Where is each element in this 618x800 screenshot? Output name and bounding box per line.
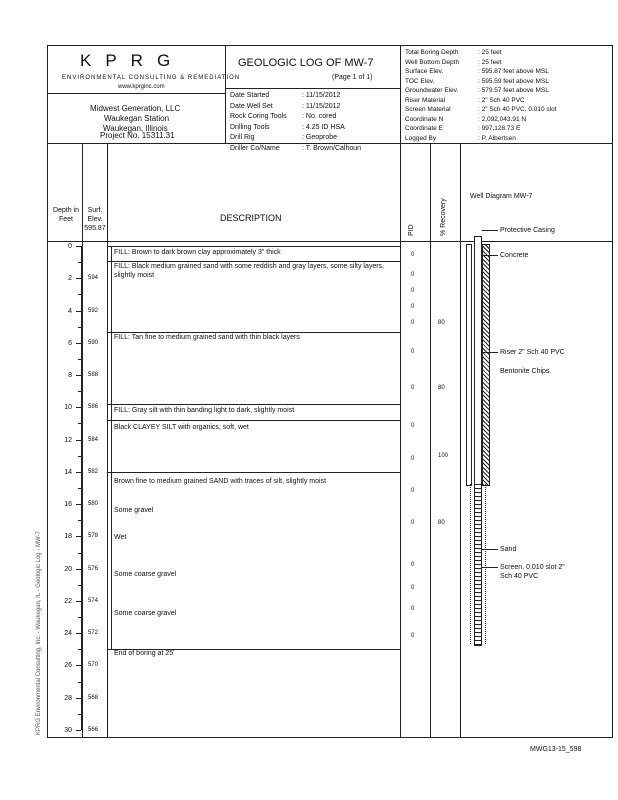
field-label: Drill Rig [230,134,255,141]
leader-sand [482,549,498,550]
well-label-screen: Screen, 0.010 slot 2" Sch 40 PVC [500,564,565,580]
description-text: Wet [114,534,127,542]
unit-boundary [107,649,400,650]
pid-value: 0 [411,562,415,569]
description-text: FILL: Tan fine to medium grained sand with thin black layers [114,334,300,342]
logo-tagline: ENVIRONMENTAL CONSULTING & REMEDIATION [62,75,241,81]
field-label: Riser Material [405,96,446,104]
description-text: FILL: Brown to dark brown clay approximately 3" thick [114,248,281,256]
depth-label: 30 [64,727,72,734]
elev-label: 566 [88,727,99,733]
field-value: : 25 feet [478,49,502,56]
field-value: : 4.25 ID HSA [302,123,345,131]
unit-boundary [107,261,400,262]
leader-protective [482,230,498,231]
unit-boundary [107,404,400,405]
depth-label: 20 [64,565,72,573]
description-text: FILL: Black medium grained sand with some reddish and gray layers, some silty layers, slightly moist [114,263,385,280]
depth-label: 16 [64,501,72,509]
well-diagram-header: Well Diagram MW-7 [470,193,533,200]
unit-boundary [107,332,400,333]
field-value: : 25 feet [478,58,502,66]
header-divider-2 [400,45,401,143]
well-label-sand: Sand [500,546,517,553]
field-label: Coordinate E [405,125,443,132]
pid-value: 0 [411,320,415,327]
well-label-riser: Riser 2" Sch 40 PVC [500,349,565,356]
leader-concrete [482,255,498,256]
elev-label: 594 [88,275,99,282]
column-header-rule [47,241,613,242]
elev-label: 576 [88,565,99,572]
recovery-value: 80 [438,384,445,391]
elev-label: 584 [88,436,99,443]
well-label-protective: Protective Casing [500,227,555,234]
recovery-header: % Recovery [440,198,447,236]
pid-value: 0 [411,423,415,430]
document-footer-id: MWG13-15_598 [530,746,582,753]
well-sand-pack [470,484,486,644]
depth-label: 6 [68,339,72,347]
description-text: Some coarse gravel [114,571,177,579]
company-logo: KPRG [80,51,185,70]
field-label: Well Bottom Depth [405,58,460,66]
recovery-value: 80 [438,320,445,327]
depth-label: 18 [64,533,72,541]
field-value: : P. Albertsen [478,134,516,142]
field-label: Driller Co/Name [230,144,280,152]
well-annulus-left [466,244,472,486]
elev-label: 586 [88,404,99,411]
description-text: End of boring at 25' [114,650,175,658]
recovery-value: 80 [438,520,445,527]
elev-label: 572 [88,630,99,637]
well-label-bentonite: Bentonite Chips [500,368,550,375]
leader-screen [482,567,498,568]
pid-value: 0 [411,271,415,278]
depth-label: 10 [64,404,72,412]
field-label: TOC Elev. [405,77,435,85]
col-depth-divider [82,143,83,738]
depth-label: 4 [68,307,72,315]
description-header: DESCRIPTION [220,213,282,223]
site-city: Waukegan, Illinois [103,124,168,133]
field-value: : 595.59 feet above MSL [478,77,549,85]
pid-value: 0 [411,584,415,591]
description-text: Some coarse gravel [114,610,177,617]
elev-label: 578 [88,533,99,540]
pid-value: 0 [411,349,415,356]
elev-label: 592 [88,307,99,314]
project-number: Project No. 15311.31 [100,131,175,140]
elev-label: 580 [88,501,99,508]
pid-value: 0 [411,252,415,259]
field-value: : T. Brown/Calhoun [302,144,362,152]
description-text: Some gravel [114,506,154,514]
pid-value: 0 [411,488,415,494]
depth-label: 26 [64,662,72,670]
field-label: Groundwater Elev. [405,87,459,94]
field-value: : 2,092,043.91 N [478,115,527,123]
header-divider-1 [225,45,226,143]
description-axis [111,246,112,649]
description-text: FILL: Gray silt with thin banding light to dark, slightly moist [114,406,295,414]
field-value: : Geoprobe [302,134,338,141]
pid-value: 0 [411,520,415,527]
field-label: Surface Elev. [405,68,444,75]
field-value: : 2" Sch 40 PVC [478,96,525,104]
pid-value: 0 [411,287,415,294]
well-riser [474,236,482,486]
field-label: Date Started [230,92,270,99]
logo-rule [47,93,225,94]
depth-label: 14 [64,468,72,476]
elev-label: 568 [88,694,99,701]
elev-label: 570 [88,662,99,669]
field-value: : 11/15/2012 [302,92,341,99]
depth-label: 28 [64,694,72,702]
field-value: : 2" Sch 40 PVC, 0.010 slot [478,106,557,113]
title-rule [225,88,400,89]
client-name: Midwest Generation, LLC [90,104,181,113]
depth-label: 24 [64,630,72,638]
field-value: : 997,128.73 E [478,125,521,132]
pid-value: 0 [411,304,415,311]
logo-web: www.kprginc.com [118,84,165,90]
recovery-value: 100 [438,452,449,459]
depth-header: Depth in Feet [52,207,80,223]
page-title: GEOLOGIC LOG OF MW-7 [238,57,374,69]
pid-value: 0 [411,605,415,612]
field-value: : 595.87 feet above MSL [478,68,549,75]
depth-label: 8 [68,372,72,380]
description-text: Black CLAYEY SILT with organics, soft, wet [114,424,249,432]
elev-label: 582 [88,468,99,475]
well-label-concrete: Concrete [500,252,529,259]
elev-header: Surf. Elev. 595.87 [84,207,106,232]
field-label: Total Boring Depth [405,49,459,56]
description-text: Brown fine to medium grained SAND with traces of silt, slightly moist [114,477,327,485]
depth-label: 2 [68,275,72,283]
field-label: Coordinate N [405,115,444,123]
pid-value: 0 [411,455,415,462]
side-note: KPRG Environmental Consulting, Inc. - Waukegan, IL - Geologic Log - MW-7 [36,531,42,735]
leader-riser [482,352,498,353]
pid-value: 0 [411,633,415,640]
field-label: Logged By [405,134,437,142]
field-label: Screen Material [405,106,451,113]
elev-label: 574 [88,597,99,604]
elev-label: 588 [88,372,99,379]
depth-label: 12 [64,436,72,444]
depth-label: 22 [64,597,72,605]
unit-boundary [107,246,400,247]
elev-label: 590 [88,339,99,346]
depth-axis [81,246,82,730]
page-count: (Page 1 of 1) [332,74,373,81]
depth-tick [76,730,81,731]
field-label: Drilling Tools [230,123,270,131]
col-desc-divider [400,143,401,738]
field-value: : 11/15/2012 [302,102,341,110]
field-label: Date Well Set [230,102,273,110]
field-value: : No. cored [302,113,337,120]
col-rec-divider [460,143,461,738]
field-value: : 579.57 feet above MSL [478,87,549,94]
unit-boundary [107,420,400,421]
site-name: Waukegan Station [104,114,170,123]
col-pid-divider [430,143,431,738]
pid-header: PID [408,224,415,236]
pid-value: 0 [411,384,415,391]
unit-boundary [107,472,400,473]
field-label: Rock Coring Tools [230,113,287,120]
well-annulus-right [482,244,490,486]
depth-label: 0 [68,243,72,250]
